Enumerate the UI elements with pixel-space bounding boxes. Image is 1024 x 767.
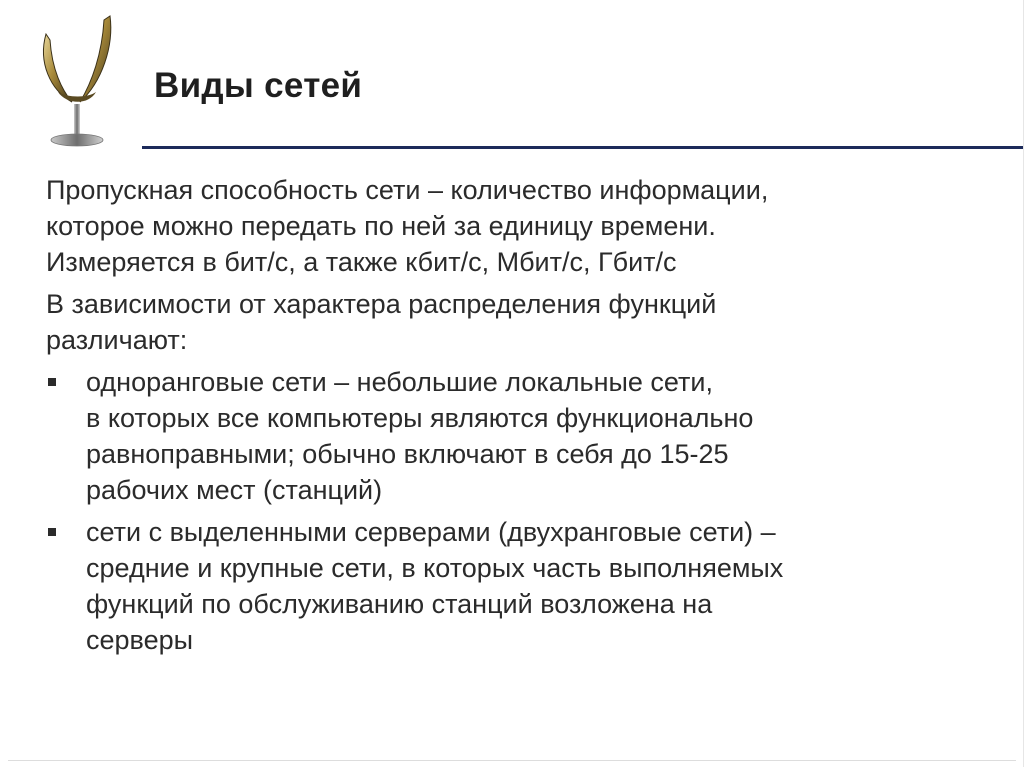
slide-title: Виды сетей <box>154 66 363 105</box>
goblet-logo-icon <box>28 12 128 152</box>
bullet-dedicated-servers <box>46 514 986 658</box>
bullet-line: равноправными; обычно включают в себя до 15-25 <box>86 439 729 469</box>
bullet-line: средние и крупные сети, в которых часть выполняемых <box>86 553 784 583</box>
slide-bottom-edge <box>8 760 1016 761</box>
paragraph-line: Измеряется в бит/с, а также кбит/с, Мбит/с, Гбит/с <box>46 247 677 277</box>
bullet-line: в которых все компьютеры являются функционально <box>86 403 754 433</box>
paragraph-line: различают: <box>46 325 188 355</box>
paragraph-line: которое можно передать по ней за единицу времени. <box>46 211 716 241</box>
slide-content <box>46 172 986 664</box>
paragraph-bandwidth <box>46 172 986 280</box>
bullet-line: функций по обслуживанию станций возложена на <box>86 589 713 619</box>
paragraph-line: В зависимости от характера распределения функций <box>46 289 717 319</box>
bullet-line: сети с выделенными серверами (двухранговые сети) – <box>86 517 776 547</box>
square-bullet-icon <box>48 378 56 386</box>
bullet-line: серверы <box>86 625 194 655</box>
paragraph-line: Пропускная способность сети – количество информации, <box>46 175 769 205</box>
paragraph-classification <box>46 286 986 358</box>
square-bullet-icon <box>48 528 56 536</box>
bullet-line: одноранговые сети – небольшие локальные сети, <box>86 367 713 397</box>
bullet-peer-to-peer <box>46 364 986 508</box>
bullet-line: рабочих мест (станций) <box>86 475 383 505</box>
title-underline <box>142 146 1024 149</box>
